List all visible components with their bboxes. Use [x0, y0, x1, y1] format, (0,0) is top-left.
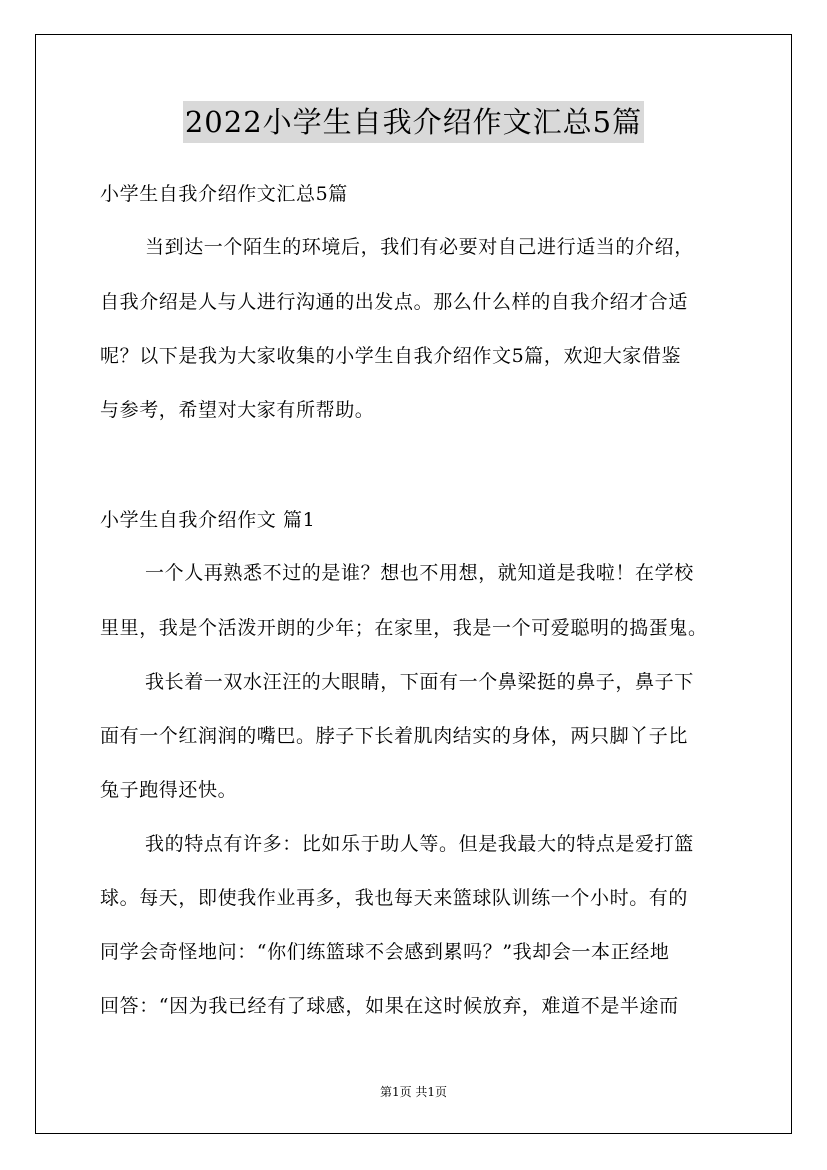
- document-title-row: [0, 101, 827, 143]
- document-title: 2022小学生自我介绍作文汇总5篇: [183, 101, 644, 143]
- intro-line-4: 与参考，希望对大家有所帮助。: [100, 399, 375, 421]
- intro-line-1: 当到达一个陌生的环境后，我们有必要对自己进行适当的介绍，: [145, 236, 694, 258]
- essay-line-5: 兔子跑得还快。: [100, 779, 238, 801]
- intro-line-2: 自我介绍是人与人进行沟通的出发点。那么什么样的自我介绍才合适: [100, 291, 689, 313]
- essay-line-4: 面有一个红润润的嘴巴。脖子下长着肌肉结实的身体，两只脚丫子比: [100, 725, 689, 747]
- essay-line-9: 回答：“因为我已经有了球感，如果在这时候放弃，难道不是半途而: [100, 995, 679, 1017]
- essay-line-2: 里里，我是个活泼开朗的少年；在家里，我是一个可爱聪明的捣蛋鬼。: [100, 617, 708, 639]
- essay-line-6: 我的特点有许多：比如乐于助人等。但是我最大的特点是爱打篮: [145, 833, 694, 855]
- page-footer: 第1页 共1页: [379, 1085, 448, 1099]
- essay-line-7: 球。每天，即使我作业再多，我也每天来篮球队训练一个小时。有的: [100, 887, 689, 909]
- essay-line-3: 我长着一双水汪汪的大眼睛，下面有一个鼻梁挺的鼻子，鼻子下: [145, 671, 694, 693]
- essay-heading: 小学生自我介绍作文 篇1: [100, 509, 316, 531]
- essay-line-8: 同学会奇怪地问：“你们练篮球不会感到累吗？”我却会一本正经地: [100, 941, 670, 963]
- essay-line-1: 一个人再熟悉不过的是谁？想也不用想，就知道是我啦！在学校: [145, 562, 694, 584]
- intro-line-3: 呢？以下是我为大家收集的小学生自我介绍作文5篇，欢迎大家借鉴: [100, 345, 682, 367]
- section-heading: 小学生自我介绍作文汇总5篇: [100, 183, 348, 205]
